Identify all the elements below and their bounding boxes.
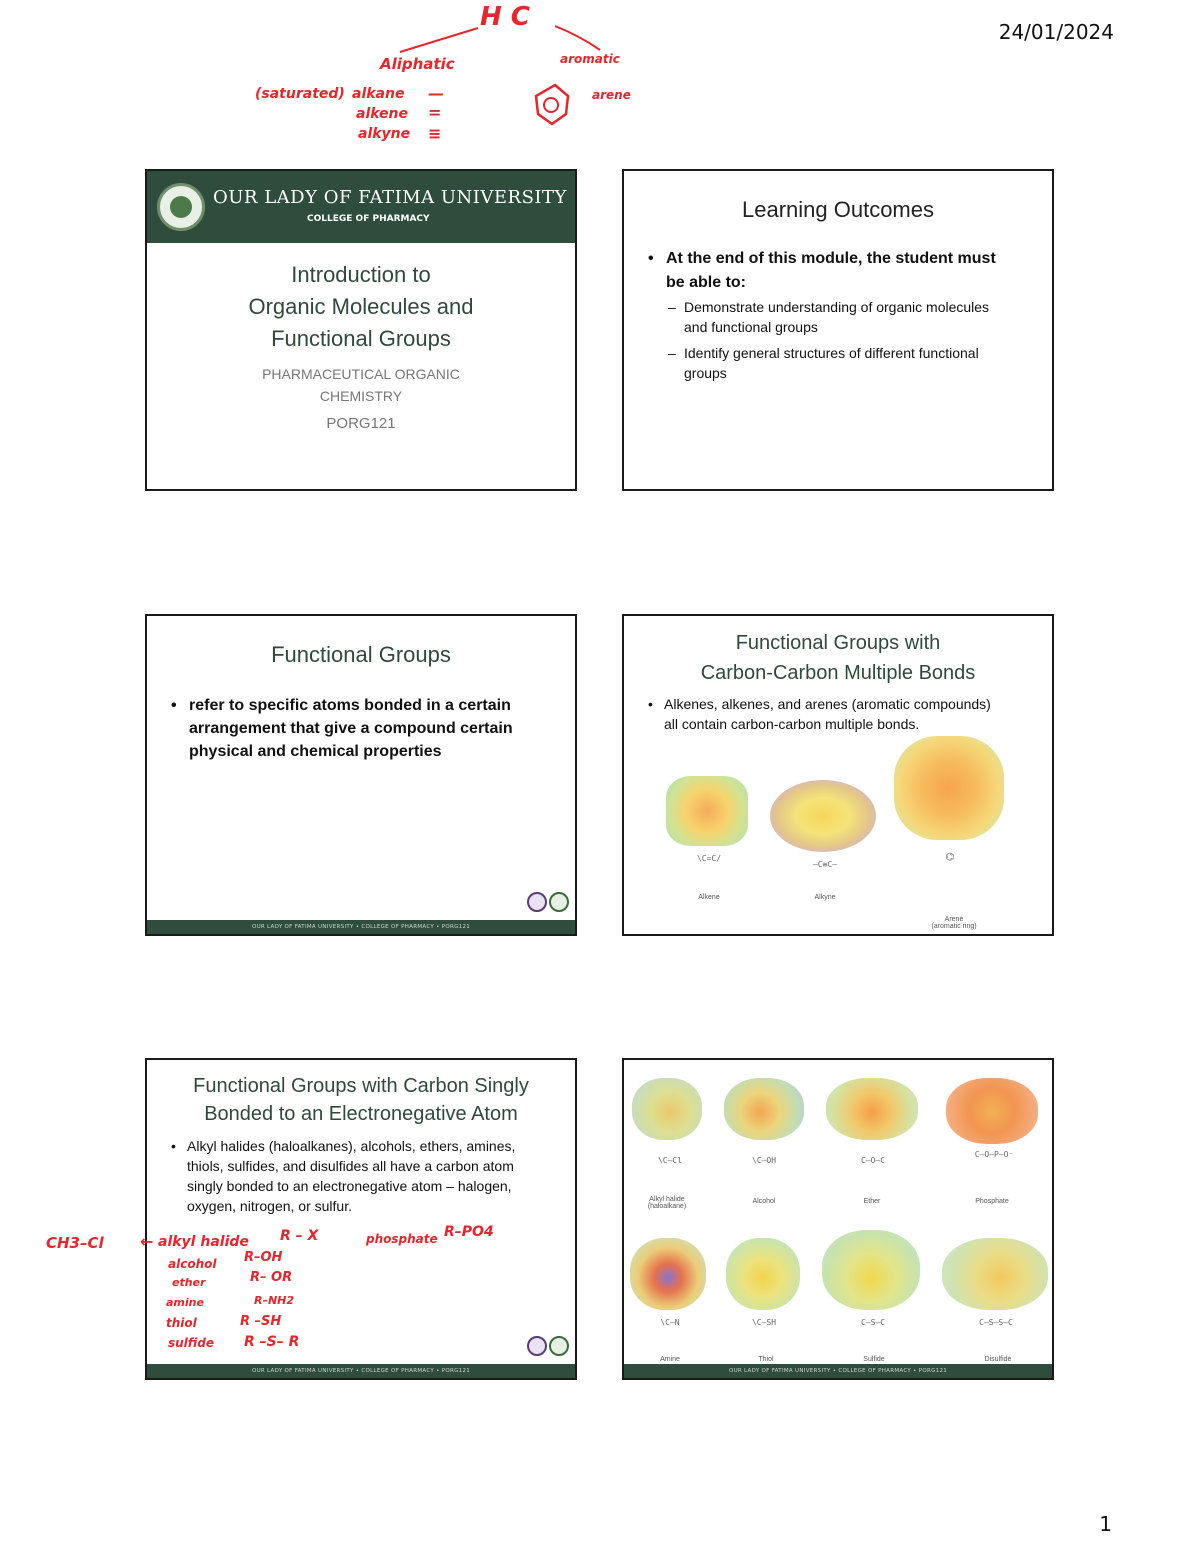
thiol-map (726, 1238, 800, 1310)
slide3-bullet-line2: arrangement that give a compound certain (189, 720, 513, 737)
note-arrow-icon: ← (140, 1232, 154, 1251)
alkyne-structure: —C≡C— (812, 860, 838, 869)
university-banner (147, 171, 575, 243)
pharmacy-logo-icon (527, 892, 547, 912)
slide3-bullet-line3: physical and chemical properties (189, 743, 442, 760)
slide6-footer: OUR LADY OF FATIMA UNIVERSITY • COLLEGE OF PHARMACY • PORG121 (624, 1364, 1052, 1378)
slide-learning-outcomes (622, 169, 1054, 491)
slide5-footer: OUR LADY OF FATIMA UNIVERSITY • COLLEGE OF PHARMACY • PORG121 (147, 1364, 575, 1378)
alcohol-structure: \C–OH (751, 1156, 777, 1165)
note-r-sh: R –SH (240, 1314, 282, 1329)
annot-alkyne: alkyne (358, 126, 411, 142)
footer-logos (527, 1336, 571, 1358)
pharmacy-logo-icon (527, 1336, 547, 1356)
note-phosphate: phosphate (366, 1232, 438, 1246)
university-logo-icon (549, 1336, 569, 1356)
slide1-title-line2: Organic Molecules and (248, 294, 474, 319)
amine-structure: \C–N (660, 1318, 680, 1327)
slide2-item1-line1: Demonstrate understanding of organic molecules (684, 299, 990, 315)
arene-structure: ⌬ (945, 852, 955, 863)
note-alkyl-halide: alkyl halide (158, 1234, 249, 1250)
dash-icon: – (668, 299, 676, 315)
arene-caption-line2: (aromatic ring) (931, 923, 977, 930)
phosphate-map (946, 1078, 1038, 1144)
note-sulfide: sulfide (168, 1336, 214, 1350)
top-annotation-strokes (250, 0, 650, 160)
slide5-bullet-line3: singly bonded to an electronegative atom – halogen, (187, 1178, 512, 1194)
note-r-po4: R–PO4 (444, 1224, 494, 1240)
alcohol-caption: Alcohol (752, 1198, 776, 1205)
note-r-nh2: R–NH2 (254, 1294, 295, 1307)
note-r-x: R – X (280, 1228, 319, 1244)
annot-aromatic: aromatic (560, 52, 620, 66)
amine-map (630, 1238, 706, 1310)
note-alcohol: alcohol (168, 1257, 217, 1271)
note-r-oh: R–OH (244, 1250, 283, 1265)
alkyne-caption: Alkyne (814, 894, 836, 901)
disulfide-caption: Disulfide (984, 1356, 1012, 1363)
slide1-subtitle-line2: CHEMISTRY (319, 388, 403, 404)
phosphate-caption: Phosphate (975, 1198, 1009, 1205)
amine-caption: Amine (660, 1356, 680, 1363)
bullet-icon: • (648, 696, 653, 712)
page-number: 1 (1099, 1512, 1112, 1536)
slide4-bullet-line2: all contain carbon-carbon multiple bonds. (664, 716, 920, 732)
slide2-bullet-line1: At the end of this module, the student must (666, 250, 996, 267)
slide5-bullet-line2: thiols, sulfides, and disulfides all have a carbon atom (187, 1158, 514, 1174)
slide-potential-maps (622, 1058, 1054, 1380)
ether-caption: Ether (863, 1198, 881, 1205)
thiol-caption: Thiol (758, 1356, 774, 1363)
note-ch3cl: CH3–Cl (46, 1234, 104, 1252)
slide1-title-line3: Functional Groups (271, 326, 451, 351)
page-date: 24/01/2024 (998, 20, 1114, 44)
disulfide-map (942, 1238, 1048, 1310)
bullet-icon: • (171, 697, 177, 714)
ether-map (826, 1078, 918, 1140)
course-code: PORG121 (326, 415, 396, 432)
slide4-title-line2: Carbon-Carbon Multiple Bonds (700, 662, 976, 684)
sulfide-map (822, 1230, 920, 1310)
slide1-title-line1: Introduction to (291, 262, 431, 287)
slide4-bullet (648, 694, 1048, 734)
note-r-s-r: R –S– R (244, 1334, 300, 1350)
alkene-caption: Alkene (698, 894, 720, 901)
disulfide-structure: C–S–S–C (979, 1318, 1013, 1327)
slide-cc-multiple-bonds (622, 614, 1054, 936)
slide5-title (147, 1072, 575, 1128)
thiol-structure: \C–SH (751, 1318, 777, 1327)
alkyl-halide-caption-line1: Alkyl halide (649, 1196, 685, 1203)
annot-arene: arene (592, 88, 631, 102)
slide2-bullet-line2: be able to: (666, 274, 747, 291)
footer-logos (527, 892, 571, 914)
annot-aliphatic: Aliphatic (380, 55, 455, 73)
phosphate-structure: C–O–P–O⁻ (974, 1150, 1014, 1159)
slide1-title (147, 259, 575, 355)
slide5-bullet-line4: oxygen, nitrogen, or sulfur. (187, 1198, 352, 1214)
slide2-bullet (648, 247, 1038, 295)
annot-hc: H C (480, 2, 530, 32)
note-ether: ether (172, 1276, 206, 1289)
slide1-subtitle (147, 363, 575, 435)
slide-functional-groups (145, 614, 577, 936)
alkyl-halide-caption (634, 1196, 700, 1210)
slide3-bullet (171, 694, 561, 763)
alkyl-halide-caption-line2: (haloalkane) (647, 1203, 687, 1210)
slide3-footer: OUR LADY OF FATIMA UNIVERSITY • COLLEGE OF PHARMACY • PORG121 (147, 920, 575, 934)
slide-title (145, 169, 577, 491)
alkene-structure: \C=C/ (696, 854, 722, 863)
slide5-title-line2: Bonded to an Electronegative Atom (204, 1103, 518, 1125)
slide-carbon-singly-bonded (145, 1058, 577, 1380)
dash-icon: – (668, 345, 676, 361)
alkene-potential-map (666, 776, 748, 846)
annot-single-bond: — (428, 84, 444, 103)
sulfide-structure: C–S–C (860, 1318, 886, 1327)
annot-alkene: alkene (356, 106, 409, 122)
alkyl-halide-map (632, 1078, 702, 1140)
annot-saturated: (saturated) (255, 86, 345, 102)
annot-triple-bond: ≡ (428, 124, 442, 143)
alcohol-map (724, 1078, 804, 1140)
slide2-item2-line2: groups (684, 365, 727, 381)
arene-potential-map (894, 736, 1004, 840)
slide5-bullet-line1: Alkyl halides (haloalkanes), alcohols, ethers, amines, (187, 1138, 516, 1154)
slide1-subtitle-line1: PHARMACEUTICAL ORGANIC (262, 366, 460, 382)
slide5-title-line1: Functional Groups with Carbon Singly (193, 1075, 529, 1097)
slide4-title (624, 628, 1052, 688)
slide4-title-line1: Functional Groups with (735, 632, 941, 654)
note-thiol: thiol (166, 1316, 197, 1330)
bullet-icon: • (648, 250, 654, 267)
ether-structure: C–O–C (860, 1156, 886, 1165)
slide2-item2-line1: Identify general structures of different functional (684, 345, 979, 361)
note-r-or: R– OR (250, 1270, 293, 1285)
slide3-title: Functional Groups (271, 642, 451, 667)
university-name: OUR LADY OF FATIMA UNIVERSITY (213, 187, 567, 208)
slide2-subitem-2 (668, 343, 1048, 383)
alkyl-halide-structure: \C–Cl (657, 1156, 683, 1165)
slide2-item1-line2: and functional groups (684, 319, 818, 335)
slide2-subitem-1 (668, 297, 1048, 337)
university-logo-icon (549, 892, 569, 912)
slide3-bullet-line1: refer to specific atoms bonded in a certain (189, 697, 511, 714)
note-amine: amine (166, 1296, 204, 1309)
sulfide-caption: Sulfide (863, 1356, 885, 1363)
arene-caption-line1: Arene (944, 916, 964, 923)
university-seal-icon (157, 183, 205, 231)
arene-caption (914, 916, 994, 930)
alkyne-potential-map (770, 780, 876, 852)
slide2-title: Learning Outcomes (742, 197, 934, 222)
slide4-bullet-line1: Alkenes, alkenes, and arenes (aromatic compounds) (664, 696, 991, 712)
slide5-bullet (171, 1136, 575, 1216)
college-name: COLLEGE OF PHARMACY (307, 214, 430, 224)
annot-alkane: alkane (352, 86, 405, 102)
annot-double-bond: = (428, 103, 442, 122)
bullet-icon: • (171, 1138, 176, 1154)
